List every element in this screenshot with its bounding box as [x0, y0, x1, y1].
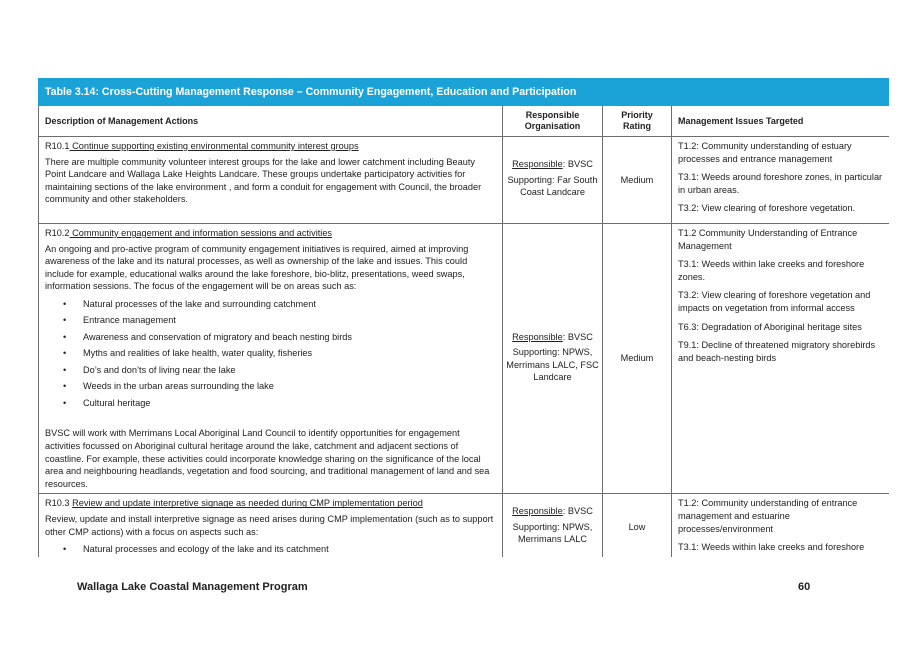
responsible-value: : BVSC	[562, 331, 593, 342]
list-item: • Awareness and conservation of migratory and beach nesting birds	[83, 329, 496, 346]
responsible-line	[503, 158, 602, 171]
supporting-organisations: Supporting: Far South Coast Landcare	[507, 174, 598, 198]
supporting-organisations: Supporting: NPWS, Merrimans LALC, FSC Landcare	[506, 347, 599, 383]
action-heading	[45, 140, 496, 153]
issue-item: T3.2: View clearing of foreshore vegetation.	[678, 203, 856, 214]
issue-item: T3.1: Weeds within lake creeks and foreshore	[678, 542, 865, 553]
issues-targeted-cell	[672, 494, 890, 557]
priority-rating-cell: Medium	[603, 137, 672, 224]
responsible-label: Responsible	[512, 159, 563, 170]
responsible-label: Responsible	[512, 331, 563, 342]
header-priority-line2: Rating	[623, 121, 651, 131]
action-text: There are multiple community volunteer interest groups for the lake and lower catchment including Beauty Point Landcare and Wallaga Lake Heights Landcare. These groups undertake participatory activities for maintaining sections of the lake environment , and form a conduit for engagement with Council, the broader community and other stakeholders.	[45, 156, 482, 205]
table-row-r10-1	[39, 137, 890, 224]
action-title: Review and update interpretive signage as needed during CMP implementation period	[72, 498, 423, 509]
header-description: Description of Management Actions	[39, 106, 503, 137]
header-organisation-line2: Organisation	[524, 121, 581, 131]
header-priority	[603, 106, 672, 137]
action-id: R10.3	[45, 498, 70, 509]
responsible-organisation-cell	[503, 224, 603, 494]
action-description-cell	[39, 224, 503, 494]
action-heading	[45, 497, 496, 510]
table-caption-row	[39, 79, 890, 106]
issue-item: T3.1: Weeds around foreshore zones, in particular in urban areas.	[678, 172, 883, 195]
action-text-secondary: BVSC will work with Merrimans Local Aboriginal Land Council to identify opportunities for engagement activities focussed on Aboriginal cultural heritage around the lake, catchment and adjacent sections of coastline. For example, these activities could incorporate knowledge sharing on the significance of the local area and neighbouring headlands, vegetation and food sourcing, and traditional management of land and sea resources.	[45, 428, 490, 489]
priority-rating-cell: Medium	[603, 224, 672, 494]
issue-item: T1.2: Community understanding of entrance management and estuarine processes/environment	[678, 498, 858, 534]
action-description-cell	[39, 137, 503, 224]
action-heading	[45, 227, 496, 240]
list-item: • Myths and realities of lake health, water quality, fisheries	[83, 345, 496, 362]
header-issues: Management Issues Targeted	[672, 106, 890, 137]
table-row-r10-3	[39, 494, 890, 557]
table-header-row	[39, 106, 890, 137]
issues-targeted-cell	[672, 224, 890, 494]
action-text: An ongoing and pro-active program of community engagement initiatives is required, aimed at improving awareness of the lake and its natural processes, as well as ownership of the lake and issues. This could include for example, educational walks around the lake foreshore, bio-blitz, presentations, weed swaps, information sessions. The focus of the engagement will be on areas such as:	[45, 243, 469, 292]
issue-item: T3.2: View clearing of foreshore vegetation and impacts on vegetation from informal access	[678, 290, 871, 313]
responsible-line	[503, 505, 602, 518]
management-response-table	[38, 78, 889, 557]
responsible-label: Responsible	[512, 506, 563, 517]
responsible-line	[503, 331, 602, 344]
header-organisation	[503, 106, 603, 137]
focus-areas-list	[45, 541, 496, 557]
issue-item: T1.2 Community Understanding of Entrance Management	[678, 228, 858, 251]
list-item: • Cultural heritage	[83, 395, 496, 412]
issues-targeted-cell	[672, 137, 890, 224]
responsible-value: : BVSC	[562, 159, 593, 170]
action-text: Review, update and install interpretive signage as need arises during CMP implementation (such as to support other CMP actions) with a focus on aspects such as:	[45, 514, 494, 537]
responsible-organisation-cell	[503, 494, 603, 557]
action-id: R10.1	[45, 141, 70, 151]
action-title: Continue supporting existing environmental community interest groups	[72, 141, 359, 151]
list-item: • Do’s and don’ts of living near the lake	[83, 362, 496, 379]
responsible-organisation-cell	[503, 137, 603, 224]
list-item: • Natural processes of the lake and surrounding catchment	[83, 296, 496, 313]
action-description-cell	[39, 494, 503, 557]
list-item: • Natural processes and ecology of the lake and its catchment	[83, 541, 496, 557]
management-response-table-container	[38, 78, 889, 557]
issue-item: T6.3: Degradation of Aboriginal heritage sites	[678, 321, 862, 332]
page-number: 60	[798, 581, 811, 593]
issue-item: T1.2: Community understanding of estuary processes and entrance management	[678, 141, 852, 164]
responsible-value: : BVSC	[562, 506, 593, 517]
list-item: • Entrance management	[83, 312, 496, 329]
header-priority-line1: Priority	[621, 110, 653, 120]
priority-rating-cell: Low	[603, 494, 672, 557]
issue-item: T3.1: Weeds within lake creeks and foreshore zones.	[678, 259, 865, 282]
document-footer-title: Wallaga Lake Coastal Management Program	[77, 581, 308, 593]
action-title: Community engagement and information sessions and activities	[72, 228, 333, 238]
issue-item: T9.1: Decline of threatened migratory shorebirds and beach-nesting birds	[678, 340, 876, 363]
action-id: R10.2	[45, 228, 70, 238]
table-caption: Table 3.14: Cross-Cutting Management Response – Community Engagement, Education and Participation	[39, 79, 890, 106]
focus-areas-list	[45, 296, 496, 412]
header-organisation-line1: Responsible	[525, 110, 580, 120]
supporting-organisations: Supporting: NPWS, Merrimans LALC	[512, 521, 593, 545]
table-row-r10-2	[39, 224, 890, 494]
list-item: • Weeds in the urban areas surrounding the lake	[83, 378, 496, 395]
